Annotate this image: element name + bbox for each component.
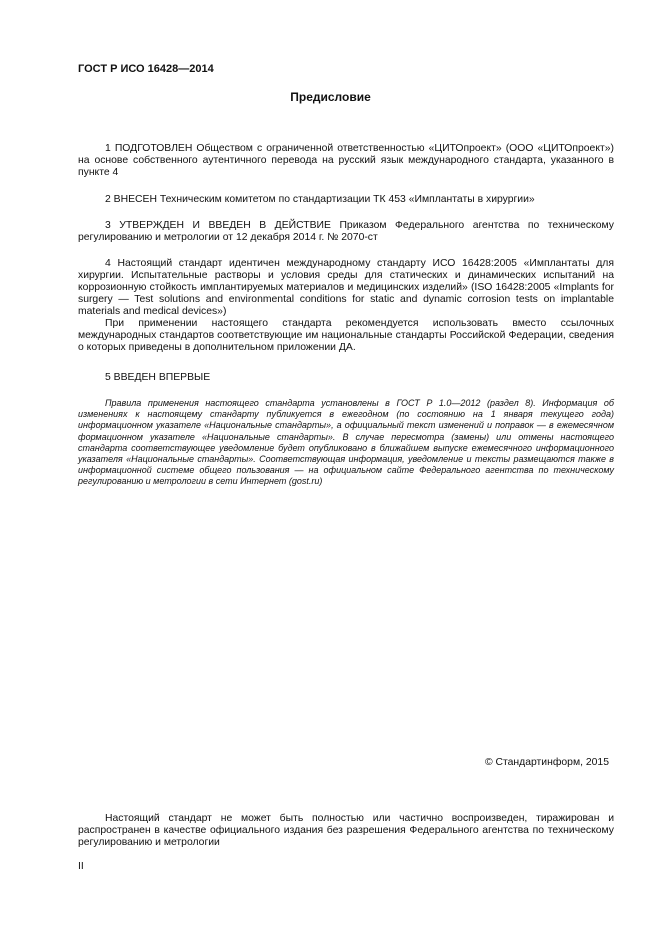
section-5-paragraph: 5 ВВЕДЕН ВПЕРВЫЕ xyxy=(105,372,211,383)
section-1 xyxy=(78,143,614,179)
page-number: II xyxy=(78,861,84,872)
section-4-paragraph-2: При применении настоящего стандарта рекомендуется использовать вместо ссылочных международных стандартов соответствующие им национальные стандарты Российской Федерации, сведения о которых приведены в дополнительном приложении ДА. xyxy=(78,318,614,353)
section-1-paragraph: 1 ПОДГОТОВЛЕН Обществом с ограниченной ответственностью «ЦИТОпроект» (ООО «ЦИТОпроект») на основе собственного аутентичного перевода на русский язык международного стандарта, указанного в пункте 4 xyxy=(78,143,614,178)
section-3 xyxy=(78,220,614,244)
reproduction-notice xyxy=(78,813,614,849)
section-4 xyxy=(78,258,614,354)
page-title: Предисловие xyxy=(290,90,371,104)
section-5 xyxy=(78,372,614,384)
section-4-paragraph: 4 Настоящий стандарт идентичен международному стандарту ИСО 16428:2005 «Имплантаты для хирургии. Испытательные растворы и условия среды для статических и динамических испытаний на коррозионную стойкость имплантируемых материалов и медицинских изделий» (ISO 16428:2005 «Implants for surgery — Test solutions and environmental conditions for static and dynamic corrosion tests on implantable materials and medical devices») xyxy=(78,258,614,317)
section-3-paragraph: 3 УТВЕРЖДЕН И ВВЕДЕН В ДЕЙСТВИЕ Приказом Федерального агентства по техническому регулированию и метрологии от 12 декабря 2014 г. № 2070-ст xyxy=(78,220,614,243)
usage-rules-note: Правила применения настоящего стандарта установлены в ГОСТ Р 1.0—2012 (раздел 8). Информация об изменениях к настоящему стандарту публикуется в ежегодном (по состоянию на 1 января текущего года) информационном указателе «Национальные стандарты», а официальный текст изменений и поправок — в ежемесячном формационном указателе «Национальные стандарты». В случае пересмотра (замены) или отмены настоящего стандарта соответствующее уведомление будет опубликовано в ближайшем выпуске ежемесячного информационного указателя «Национальные стандарты». Соответствующая информация, уведомление и тексты размещаются также в информационной системе общего пользования — на официальном сайте Федерального агентства по техническому регулированию и метрологии в сети Интернет (gost.ru) xyxy=(78,398,614,487)
standard-code-header: ГОСТ Р ИСО 16428—2014 xyxy=(78,63,214,75)
reproduction-notice-text: Настоящий стандарт не может быть полностью или частично воспроизведен, тиражирован и распространен в качестве официального издания без разрешения Федерального агентства по техническому регулированию и метрологии xyxy=(78,813,614,848)
copyright-line: © Стандартинформ, 2015 xyxy=(484,757,609,768)
section-2-paragraph: 2 ВНЕСЕН Техническим комитетом по стандартизации ТК 453 «Имплантаты в хирургии» xyxy=(105,194,535,205)
section-2 xyxy=(78,194,614,206)
